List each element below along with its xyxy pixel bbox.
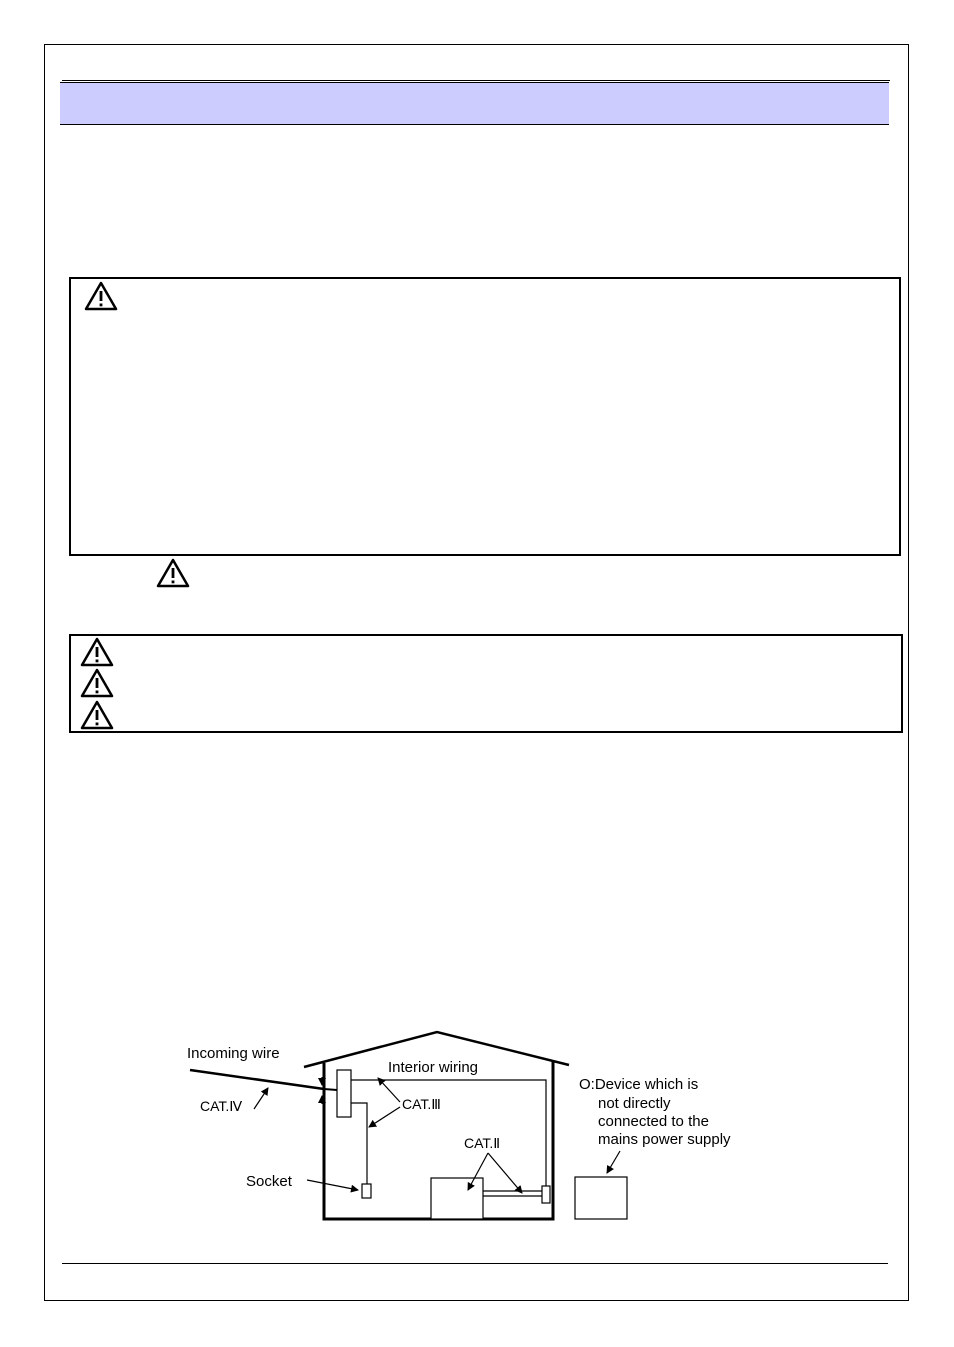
cat3-label: CAT.Ⅲ [402,1096,441,1112]
device-note-line2: not directly [598,1095,671,1112]
warning-triangle-icon [80,700,114,730]
cat4-label: CAT.Ⅳ [200,1098,243,1114]
warning-triangle-icon [80,637,114,667]
section-header-band [60,82,889,125]
interior-wiring-label: Interior wiring [388,1059,479,1076]
warning-triangle-icon [156,558,190,588]
warning-symbols-box [69,634,903,733]
incoming-wire-label: Incoming wire [187,1045,280,1062]
device-note-line3: connected to the [598,1113,709,1130]
device-note-line4: mains power supply [598,1131,731,1148]
socket-label: Socket [246,1173,292,1190]
footer-rule [62,1263,888,1264]
device-note-line1: O:Device which is [579,1076,699,1093]
socket-box [362,1184,371,1198]
appliance-box [431,1178,483,1219]
separate-device-box [575,1177,627,1219]
warning-box [69,277,901,556]
distribution-panel [337,1070,351,1117]
wall-outlet [542,1186,550,1203]
measurement-category-diagram [170,1020,770,1235]
warning-triangle-icon [84,281,118,311]
warning-triangle-icon [80,668,114,698]
cat2-label: CAT.Ⅱ [464,1135,501,1151]
header-rule [62,80,890,81]
incoming-wire-line [190,1070,324,1089]
